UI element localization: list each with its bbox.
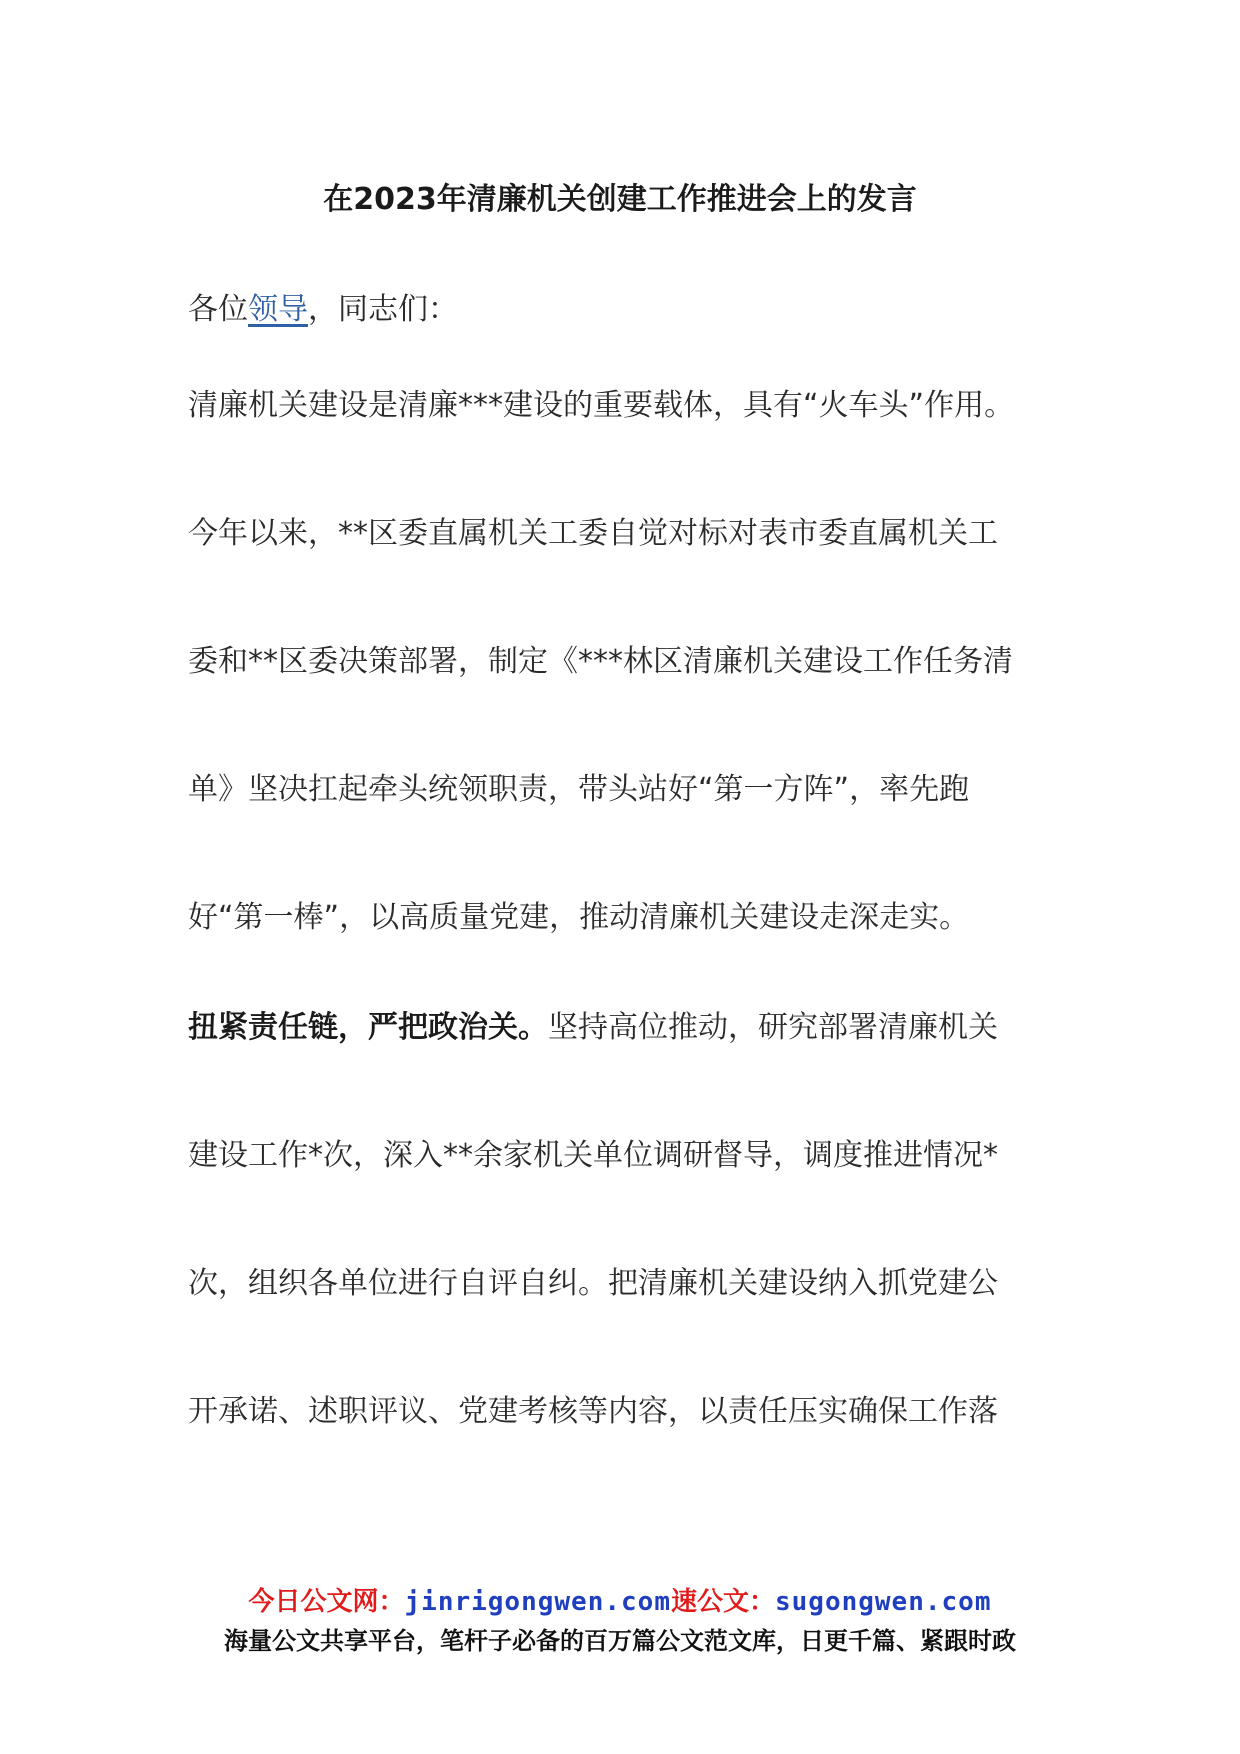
document-title: 在2023年清廉机关创建工作推进会上的发言 [323,182,917,217]
paragraph-line: 好“第一棒”，以高质量党建，推动清廉机关建设走深走实。 [188,900,970,935]
paragraph-line: 单》坚决扛起牵头统领职责，带头站好“第一方阵”，率先跑 [188,772,970,807]
paragraph-line: 次，组织各单位进行自评自纠。把清廉机关建设纳入抓党建公 [188,1266,998,1301]
section-heading: 扭紧责任链，严把政治关。 [188,1010,548,1045]
paragraph-line: 清廉机关建设是清廉***建设的重要载体，具有“火车头”作用。 [188,388,1015,423]
footer-slogan: 海量公文共享平台，笔杆子必备的百万篇公文范文库，日更千篇、紧跟时政 [224,1627,1016,1655]
salutation-suffix: ，同志们： [308,292,458,327]
salutation [188,288,458,332]
paragraph-line: 建设工作*次，深入**余家机关单位调研督导，调度推进情况* [188,1138,998,1173]
paragraph-line: 今年以来，**区委直属机关工委自觉对标对表市委直属机关工 [188,516,998,551]
paragraph-line: 开承诺、述职评议、党建考核等内容，以责任压实确保工作落 [188,1394,998,1429]
footer-sites [0,1584,1240,1620]
salutation-prefix: 各位 [188,292,248,327]
paragraph-line: 委和**区委决策部署，制定《***林区清廉机关建设工作任务清 [188,644,1013,679]
section-heading-line [188,1006,998,1050]
site2-name: 速公文： [670,1587,775,1617]
leader-link[interactable]: 领导 [248,292,308,327]
site2-url[interactable]: sugongwen.com [774,1587,992,1617]
section-text: 坚持高位推动，研究部署清廉机关 [548,1010,998,1045]
site1-url[interactable]: jinrigongwen.com [404,1587,671,1617]
site1-name: 今日公文网： [248,1587,405,1617]
